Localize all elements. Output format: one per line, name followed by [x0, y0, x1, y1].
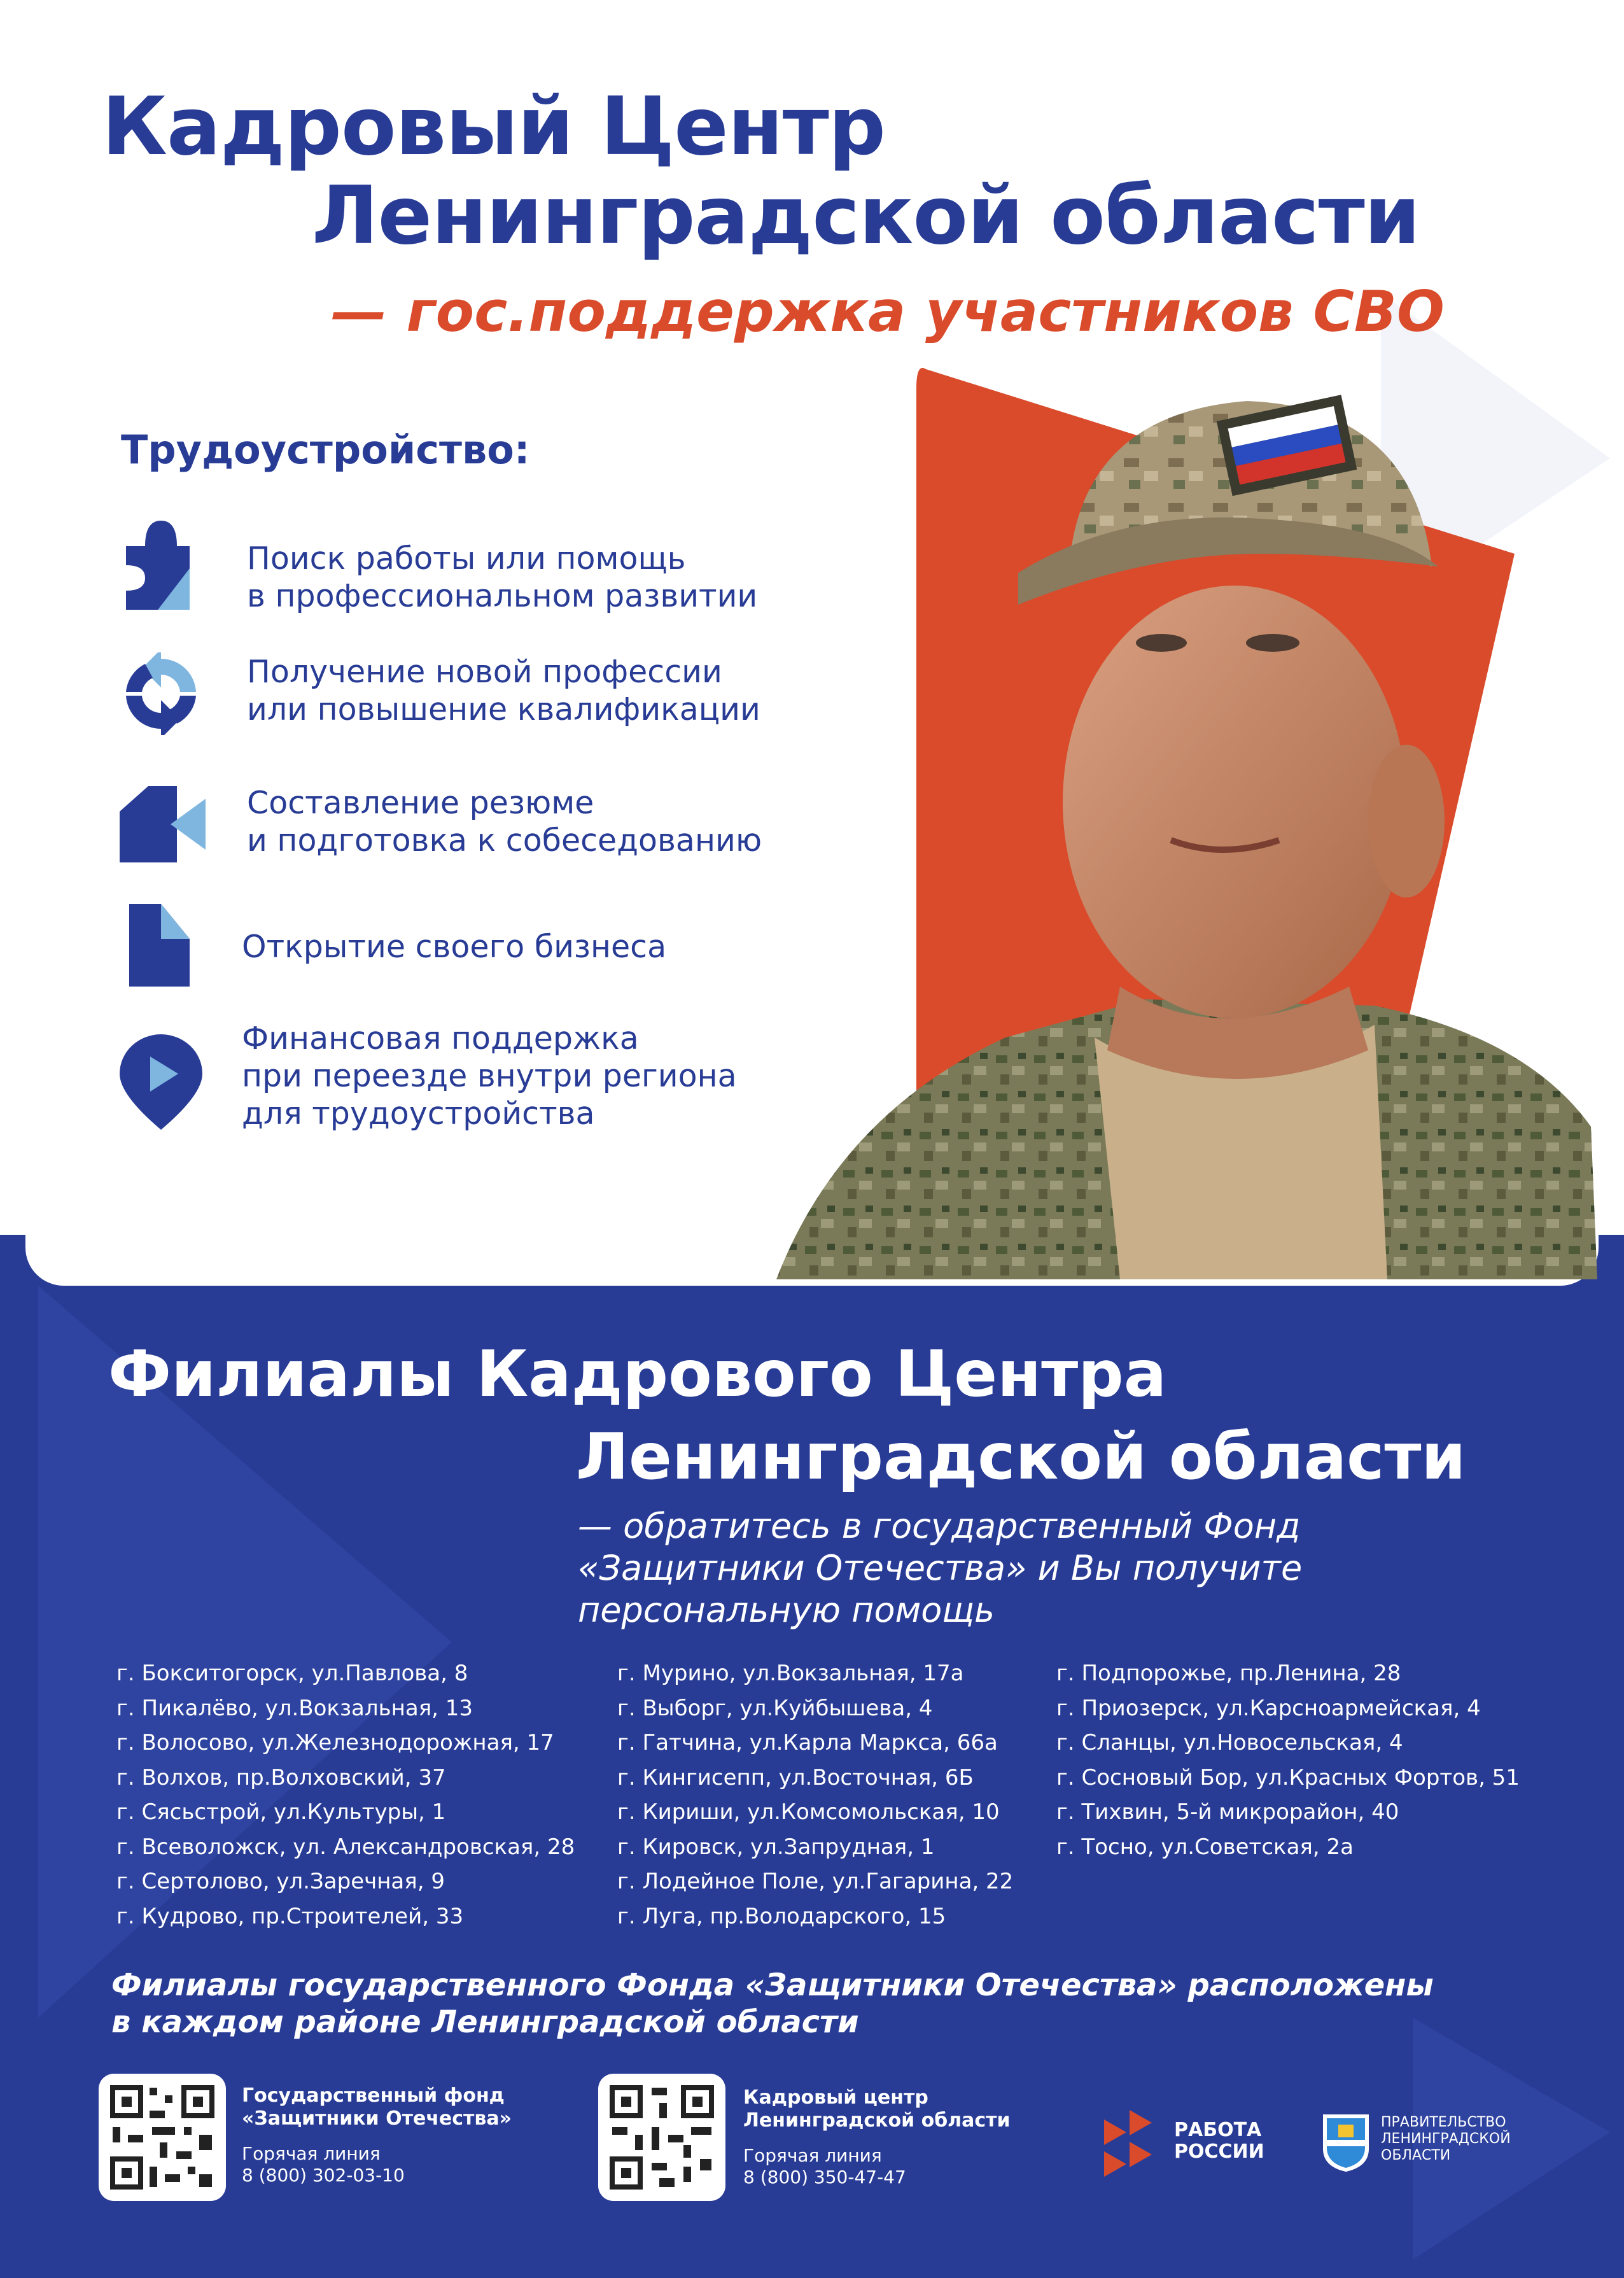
qr-center-phone[interactable]: 8 (800) 350-47-47: [743, 2167, 906, 2188]
address-item: г. Пикалёво, ул.Вокзальная, 13: [116, 1695, 473, 1721]
address-item: г. Луга, пр.Володарского, 15: [617, 1903, 946, 1929]
qr-fund-hotline-label: Горячая линия: [242, 2143, 381, 2164]
gov-logo: [1381, 2114, 1511, 2164]
service-line: Финансовая поддержка: [242, 1020, 639, 1057]
address-item: г. Всеволожск, ул. Александровская, 28: [116, 1834, 575, 1860]
address-item: г. Мурино, ул.Вокзальная, 17а: [617, 1661, 964, 1686]
address-item: г. Подпорожье, пр.Ленина, 28: [1056, 1661, 1401, 1686]
cycle-icon: [120, 652, 202, 735]
service-line: при переезде внутри региона: [242, 1058, 737, 1094]
address-item: г. Волхов, пр.Волховский, 37: [116, 1764, 446, 1790]
page-subtitle: — гос.поддержка участников СВО: [331, 279, 1445, 344]
gov-logo-line: ПРАВИТЕЛЬСТВО: [1381, 2114, 1506, 2130]
service-line: Составление резюме: [247, 785, 594, 821]
rabota-logo-line: РОССИИ: [1174, 2141, 1264, 2163]
qr-center-info: [743, 2086, 1011, 2188]
coat-of-arms-icon: [1320, 2112, 1371, 2173]
address-item: г. Волосово, ул.Железнодорожная, 17: [116, 1730, 554, 1755]
address-column-1: [116, 1656, 575, 1934]
qr-center-hotline-label: Горячая линия: [743, 2145, 882, 2166]
address-item: г. Гатчина, ул.Карла Маркса, 66а: [617, 1730, 998, 1755]
service-line: Поиск работы или помощь: [247, 540, 686, 577]
service-item-relocation: [242, 1020, 737, 1132]
service-item-business: [242, 928, 666, 966]
qr-icon: [598, 2074, 725, 2201]
location-play-icon: [120, 1034, 202, 1130]
qr-fund-phone[interactable]: 8 (800) 302-03-10: [242, 2165, 405, 2186]
address-item: г. Бокситогорск, ул.Павлова, 8: [116, 1661, 468, 1686]
megaphone-icon: [120, 786, 209, 862]
address-item: г. Сосновый Бор, ул.Красных Фортов, 51: [1056, 1764, 1520, 1790]
branches-title-line2: Ленинградской области: [576, 1419, 1466, 1494]
page-title-line1: Кадровый Центр: [102, 80, 885, 173]
service-item-job-search: [247, 540, 757, 615]
address-item: г. Кудрово, пр.Строителей, 33: [116, 1903, 464, 1929]
service-item-retraining: [247, 653, 760, 728]
qr-code-fund[interactable]: [99, 2074, 226, 2201]
qr-code-center[interactable]: [598, 2074, 725, 2201]
gov-logo-line: ЛЕНИНГРАДСКОЙ: [1381, 2131, 1511, 2147]
qr-fund-title-line: Государственный фонд: [242, 2085, 505, 2107]
address-item: г. Сертолово, ул.Заречная, 9: [116, 1869, 445, 1894]
qr-fund-title-line: «Защитники Отечества»: [242, 2107, 512, 2130]
branches-subtitle-line: — обратитесь в государственный Фонд: [578, 1506, 1301, 1546]
address-item: г. Тосно, ул.Советская, 2а: [1056, 1834, 1354, 1860]
branches-title-line1: Филиалы Кадрового Центра: [108, 1337, 1167, 1411]
branches-note-line: в каждом районе Ленинградской области: [111, 2004, 859, 2040]
branches-subtitle: [578, 1505, 1302, 1631]
service-line: и подготовка к собеседованию: [247, 822, 762, 859]
services-heading: Трудоустройство:: [121, 426, 530, 473]
puzzle-icon: [120, 521, 196, 616]
qr-center-title-line: Ленинградской области: [743, 2109, 1011, 2132]
service-line: Открытие своего бизнеса: [242, 929, 667, 965]
gov-logo-line: ОБЛАСТИ: [1381, 2148, 1451, 2163]
address-item: г. Сланцы, ул.Новосельская, 4: [1056, 1730, 1403, 1755]
qr-center-title-line: Кадровый центр: [743, 2086, 928, 2109]
address-item: г. Кириши, ул.Комсомольская, 10: [617, 1799, 1000, 1825]
address-item: г. Сясьстрой, ул.Культуры, 1: [116, 1799, 446, 1825]
address-item: г. Лодейное Поле, ул.Гагарина, 22: [617, 1869, 1014, 1894]
branches-subtitle-line: «Защитники Отечества» и Вы получите: [578, 1548, 1303, 1588]
service-line: для трудоустройства: [242, 1095, 595, 1132]
document-icon: [129, 904, 193, 987]
address-column-3: [1056, 1656, 1520, 1864]
service-line: или повышение квалификации: [247, 691, 760, 728]
service-item-resume: [247, 784, 762, 859]
address-item: г. Тихвин, 5-й микрорайон, 40: [1056, 1799, 1399, 1825]
branches-subtitle-line: персональную помощь: [578, 1590, 995, 1630]
qr-icon: [99, 2074, 226, 2201]
branches-note: [111, 1967, 1434, 2041]
rabota-logo-line: РАБОТА: [1174, 2119, 1262, 2141]
qr-fund-info: [242, 2085, 512, 2186]
address-column-2: [617, 1656, 1013, 1934]
address-item: г. Кингисепп, ул.Восточная, 6Б: [617, 1764, 974, 1790]
address-item: г. Выборг, ул.Куйбышева, 4: [617, 1695, 933, 1721]
branches-note-line: Филиалы государственного Фонда «Защитники Отечества» расположены: [111, 1967, 1434, 2003]
soldier-photo: [764, 363, 1600, 1283]
address-item: г. Приозерск, ул.Карсноармейская, 4: [1056, 1695, 1481, 1721]
service-line: в профессиональном развитии: [247, 578, 758, 614]
rabota-rossii-logo: [1174, 2120, 1264, 2163]
address-item: г. Кировск, ул.Запрудная, 1: [617, 1834, 935, 1860]
rabota-rossii-logo-icon: [1098, 2107, 1168, 2177]
page-title-line2: Ленинградской области: [312, 169, 1420, 262]
service-line: Получение новой профессии: [247, 654, 722, 690]
